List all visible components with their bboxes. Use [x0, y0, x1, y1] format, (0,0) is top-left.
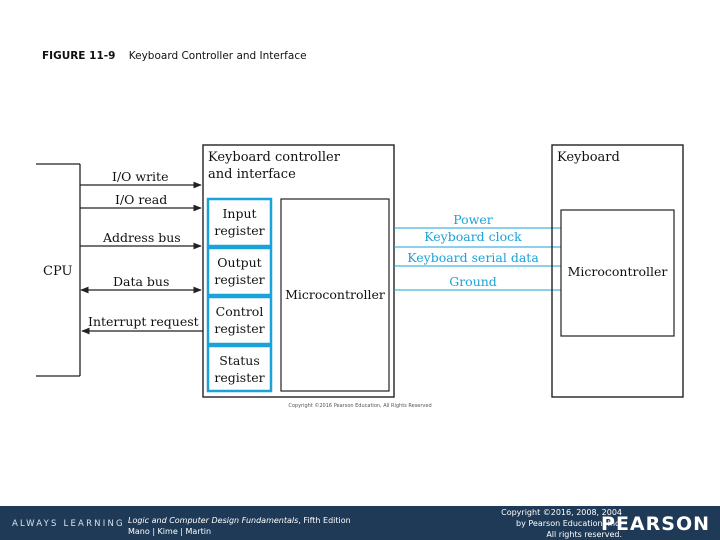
- io-write-label: I/O write: [112, 169, 169, 184]
- power-label: Power: [453, 212, 493, 227]
- input-register-line1: Input: [222, 206, 257, 221]
- keyboard-microcontroller-label: Microcontroller: [567, 264, 668, 279]
- footer-copyright-line1: Copyright ©2016, 2008, 2004: [501, 508, 622, 517]
- interrupt-request-label: Interrupt request: [88, 314, 199, 329]
- keyboard-serial-data-label: Keyboard serial data: [407, 250, 539, 265]
- address-bus-label: Address bus: [103, 230, 181, 245]
- ground-label: Ground: [449, 274, 497, 289]
- output-register-line1: Output: [217, 255, 262, 270]
- keyboard-title: Keyboard: [557, 150, 620, 165]
- controller-microcontroller-label: Microcontroller: [285, 287, 385, 302]
- status-register-line2: register: [214, 370, 265, 385]
- keyboard-interface-lines: [394, 212, 561, 290]
- cpu-label: CPU: [43, 264, 73, 279]
- control-register-line2: register: [214, 321, 265, 336]
- data-bus-label: Data bus: [113, 274, 170, 289]
- footer-tagline: ALWAYS LEARNING: [12, 519, 125, 529]
- cpu-signals: [80, 169, 203, 331]
- footer-book-info: [128, 515, 351, 537]
- footer-authors: Mano | Kime | Martin: [128, 527, 212, 536]
- figure-caption: Keyboard Controller and Interface: [128, 50, 307, 62]
- footer-bar: [0, 506, 720, 540]
- image-copyright: Copyright ©2016 Pearson Education, All Rights Reserved: [288, 403, 432, 409]
- keyboard-controller-block: [203, 145, 394, 397]
- keyboard-block: [552, 145, 683, 397]
- figure-number: FIGURE 11-9: [42, 50, 116, 62]
- controller-title-line1: Keyboard controller: [208, 150, 340, 165]
- footer-copyright-line2: by Pearson Education, Inc.: [516, 519, 622, 528]
- keyboard-clock-label: Keyboard clock: [424, 229, 522, 244]
- cpu-block: [36, 164, 80, 376]
- footer-copyright: [422, 507, 622, 540]
- status-register-line1: Status: [219, 353, 260, 368]
- input-register-line2: register: [214, 223, 265, 238]
- footer-edition: , Fifth Edition: [298, 516, 351, 525]
- control-register-line1: Control: [215, 304, 264, 319]
- footer-copyright-line3: All rights reserved.: [546, 530, 622, 539]
- register-column: [208, 199, 271, 391]
- footer-book-title: Logic and Computer Design Fundamentals: [128, 516, 299, 525]
- io-read-label: I/O read: [115, 192, 168, 207]
- controller-title-line2: and interface: [208, 167, 296, 182]
- pearson-logo: PEARSON: [601, 513, 710, 535]
- output-register-line2: register: [214, 272, 265, 287]
